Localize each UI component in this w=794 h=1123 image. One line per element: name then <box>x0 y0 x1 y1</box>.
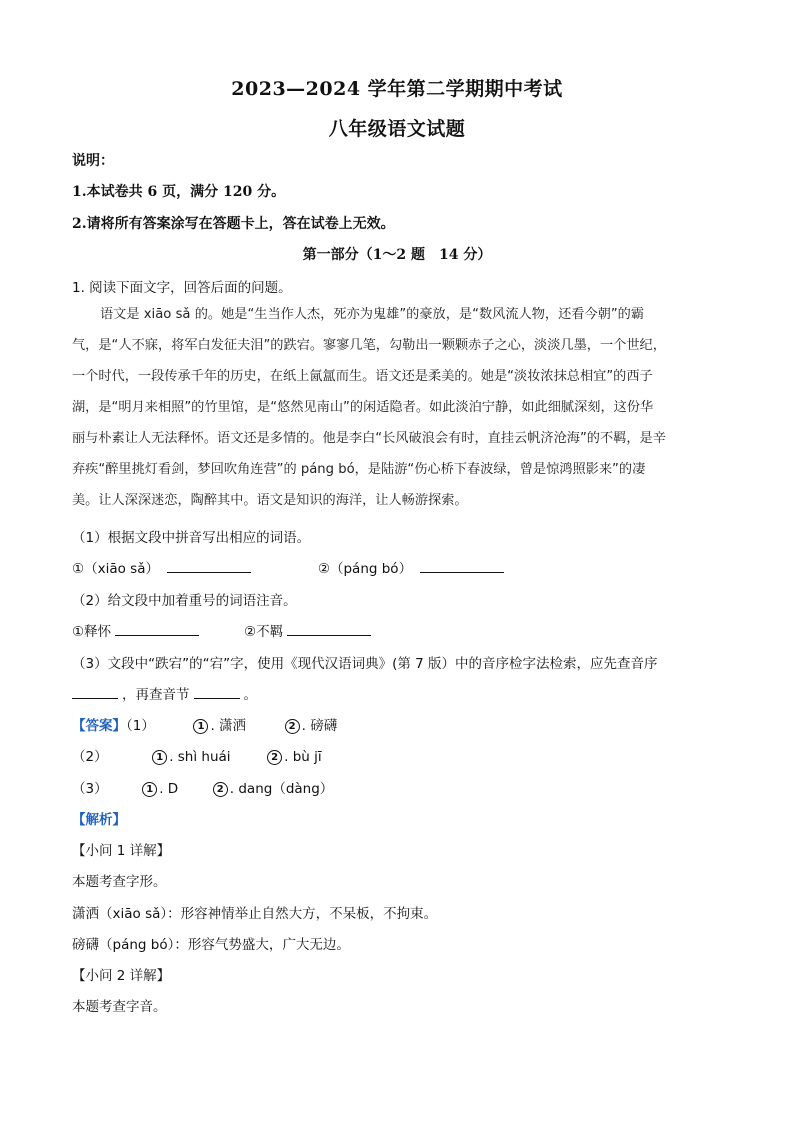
answer-value: . 潇洒 <box>210 718 247 734</box>
sub-question-1-prompt: （1）根据文段中拼音写出相应的词语。 <box>72 530 311 546</box>
passage-line: 弃疾“醉里挑灯看剑，梦回吹角连营”的 páng bó，是陆游“伤心桥下春波绿，曾是惊鸿照影来”的凄 <box>72 462 646 477</box>
exam-subtitle: 八年级语文试题 <box>328 118 466 140</box>
analysis-q1-item-1: 潇洒（xiāo sǎ）：形容神情举止自然大方，不呆板，不拘束。 <box>72 906 438 922</box>
reading-passage <box>72 299 722 516</box>
answer-value: . D <box>159 781 179 797</box>
analysis-q1-heading: 【小问 1 详解】 <box>72 843 171 859</box>
answer-blank[interactable] <box>115 621 199 636</box>
passage-line: 湖，是“明月来相照”的竹里馆，是“悠然见南山”的闲适隐者。如此淡泊宁静，如此细腻深刻，这份华 <box>72 400 654 415</box>
answer-row-label: （3） <box>72 781 108 797</box>
exam-title: 2023—2024 学年第二学期期中考试 <box>231 78 563 100</box>
answer-value: . bù jī <box>284 749 322 765</box>
answer-blank[interactable] <box>287 621 371 636</box>
circled-number: 1 <box>142 782 157 797</box>
instruction-item-2: 2.请将所有答案涂写在答题卡上，答在试卷上无效。 <box>72 216 395 232</box>
sub-question-1-answers <box>72 557 508 577</box>
circled-number: 2 <box>213 782 228 797</box>
section-title: 第一部分（1～2 题 14 分） <box>302 247 492 263</box>
instructions-heading: 说明： <box>72 153 114 169</box>
sub-question-3-blanks <box>72 683 257 703</box>
analysis-q1-item-2: 磅礴（páng bó）：形容气势盛大，广大无边。 <box>72 937 350 953</box>
passage-line: 气，是“人不寐，将军白发征夫泪”的跌宕。寥寥几笔，勾勒出一颗颗赤子之心，淡淡几墨，一个世纪， <box>72 338 666 353</box>
answer-row-3 <box>72 777 333 797</box>
answer-row-2 <box>72 745 322 765</box>
question-stem: 1. 阅读下面文字，回答后面的问题。 <box>72 280 292 296</box>
answer-row-1 <box>72 714 337 734</box>
answer-tag: 【答案】 <box>72 718 126 734</box>
analysis-q2-heading: 【小问 2 详解】 <box>72 968 171 984</box>
answer-row-label: （2） <box>72 749 108 765</box>
passage-line: 丽与朴素让人无法释怀。语文还是多情的。他是李白“长风破浪会有时，直挂云帆济沧海”的不羁，是辛 <box>72 431 666 446</box>
passage-line: 美。让人深深迷恋，陶醉其中。语文是知识的海洋，让人畅游探索。 <box>72 493 468 508</box>
passage-line: 一个时代，一段传承千年的历史，在纸上氤氲而生。语文还是柔美的。她是“淡妆浓抹总相宜”的西子 <box>72 369 653 384</box>
answer-blank[interactable] <box>420 558 504 573</box>
circled-number: 1 <box>193 719 208 734</box>
answer-value: . shì huái <box>169 749 231 765</box>
passage-line: 语文是 xiāo sǎ 的。她是“生当作人杰，死亦为鬼雄”的豪放，是“数风流人物，还看今朝”的霸 <box>100 307 645 322</box>
sub-question-1a-label: ①（xiāo sǎ） <box>72 561 159 577</box>
analysis-q2-text: 本题考查字音。 <box>72 999 167 1015</box>
circled-number: 2 <box>267 750 282 765</box>
sub-question-3-prompt: （3）文段中“跌宕”的“宕”字，使用《现代汉语词典》(第 7 版）中的音序检字法检索，应先查音序 <box>72 656 658 672</box>
answer-blank[interactable] <box>167 558 251 573</box>
answer-blank[interactable] <box>194 684 240 699</box>
sub-question-2a-label: ①释怀 <box>72 624 112 640</box>
answer-row-label: （1） <box>126 718 155 734</box>
sub-question-1b-label: ②（páng bó） <box>317 561 413 577</box>
analysis-tag: 【解析】 <box>72 812 126 828</box>
answer-value: . 磅礴 <box>301 718 338 734</box>
analysis-q1-text: 本题考查字形。 <box>72 874 167 890</box>
answer-blank[interactable] <box>72 684 118 699</box>
sub-question-2-answers <box>72 620 375 640</box>
sub-question-2b-label: ②不羁 <box>244 624 284 640</box>
sub-question-2-prompt: （2）给文段中加着重号的词语注音。 <box>72 593 297 609</box>
circled-number: 1 <box>152 750 167 765</box>
instruction-item-1: 1.本试卷共 6 页，满分 120 分。 <box>72 184 286 200</box>
circled-number: 2 <box>285 719 300 734</box>
sub-question-3-text: ，再查音节 <box>122 687 190 703</box>
answer-value: . dang（dàng） <box>229 781 334 797</box>
sub-question-3-end: 。 <box>243 687 257 703</box>
